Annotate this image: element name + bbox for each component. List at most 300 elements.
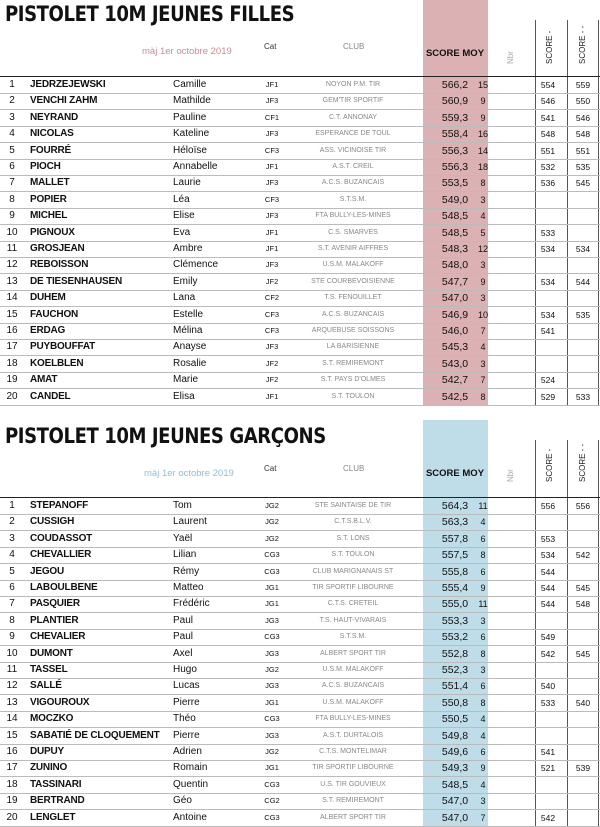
score-moy-cell: 548,5 <box>441 210 469 223</box>
table-row <box>0 126 600 142</box>
table-row <box>0 339 600 355</box>
last-name-cell: DUPUY <box>30 746 65 757</box>
first-name-cell: Marie <box>173 374 199 386</box>
club-cell: ALBERT SPORT TIR <box>320 649 386 657</box>
rank-cell: 4 <box>9 549 15 561</box>
score-1-cell: 529 <box>540 391 556 402</box>
score-moy-cell: 555,8 <box>441 565 469 578</box>
nbr-cell: 9 <box>480 583 486 593</box>
ranking-section-boys <box>0 418 600 826</box>
table-row <box>0 564 600 580</box>
table-row <box>0 257 600 273</box>
nbr-cell: 8 <box>480 391 486 402</box>
rank-cell: 13 <box>6 275 18 287</box>
table-row <box>0 93 600 109</box>
score-1-cell: 542 <box>540 812 556 823</box>
rank-cell: 10 <box>6 226 18 238</box>
first-name-cell: Paul <box>173 631 194 643</box>
score-moy-cell: 548,5 <box>441 778 469 791</box>
nbr-cell: 3 <box>480 796 486 807</box>
table-row <box>0 323 600 339</box>
category-cell: JG3 <box>265 730 279 740</box>
first-name-cell: Emily <box>173 275 198 287</box>
club-cell: U.S.M. MALAKOFF <box>322 666 384 673</box>
rank-cell: 10 <box>6 647 18 659</box>
club-cell: A.S.T. DURTALOIS <box>322 731 384 739</box>
rank-cell: 5 <box>9 565 15 577</box>
score-moy-cell: 547,7 <box>441 275 469 288</box>
last-name-cell: NICOLAS <box>30 128 74 140</box>
score-1-cell: 524 <box>540 375 556 386</box>
rank-cell: 17 <box>6 762 18 774</box>
first-name-cell: Mélina <box>173 325 203 336</box>
score-1-cell: 551 <box>540 145 556 156</box>
first-name-cell: Héloïse <box>173 144 207 156</box>
table-row <box>0 695 600 711</box>
first-name-cell: Lucas <box>173 680 200 692</box>
table-row <box>0 728 600 744</box>
last-name-cell: JEGOU <box>30 565 65 577</box>
club-cell: C.T.S. CRETEIL <box>327 600 379 608</box>
last-name-cell: GROSJEAN <box>30 243 85 254</box>
category-cell: JG2 <box>265 517 279 527</box>
last-name-cell: TASSEL <box>30 664 68 675</box>
category-cell: JF3 <box>265 129 279 139</box>
table-row <box>0 372 600 388</box>
score-2-cell: 545 <box>575 648 591 659</box>
nbr-cell: 6 <box>480 747 486 757</box>
table-row <box>0 389 600 405</box>
table-row <box>0 77 600 93</box>
table-row <box>0 208 600 224</box>
score-1-cell: 544 <box>540 566 556 577</box>
nbr-cell: 6 <box>480 632 486 643</box>
club-cell: C.T.S. MONTELIMAR <box>319 748 387 755</box>
category-cell: JG1 <box>265 583 279 592</box>
club-cell: ARQUEBUSE SOISSONS <box>311 327 395 334</box>
header-score-moy: SCORE MOY <box>425 468 485 479</box>
score-moy-cell: 549,0 <box>441 193 469 206</box>
score-moy-cell: 551,4 <box>441 680 469 693</box>
category-cell: CF1 <box>264 112 280 122</box>
score-1-cell: 540 <box>540 681 556 692</box>
nbr-cell: 3 <box>480 665 486 675</box>
last-name-cell: FOURRÉ <box>30 144 72 156</box>
first-name-cell: Pauline <box>173 111 207 123</box>
table-row <box>0 777 600 793</box>
first-name-cell: Léa <box>173 193 190 205</box>
club-cell: A.C.S. BUZANCAIS <box>321 179 385 187</box>
table-row <box>0 225 600 241</box>
score-1-cell: 556 <box>540 501 556 511</box>
score-moy-cell: 564,3 <box>441 500 469 512</box>
header-nbr: Nbr <box>506 51 515 64</box>
nbr-cell: 7 <box>480 326 486 336</box>
nbr-cell: 7 <box>480 375 486 386</box>
rank-cell: 4 <box>9 128 15 140</box>
club-cell: U.S. TIR GOUVIEUX <box>320 780 386 788</box>
rank-cell: 8 <box>9 193 15 205</box>
header-score-1: SCORE - <box>545 30 554 64</box>
score-moy-cell: 566,2 <box>441 79 469 91</box>
first-name-cell: Pierre <box>173 696 200 708</box>
rank-cell: 18 <box>6 357 18 369</box>
score-1-cell: 532 <box>540 162 556 172</box>
last-name-cell: DUMONT <box>30 647 73 659</box>
nbr-cell: 4 <box>480 342 486 353</box>
score-moy-cell: 547,0 <box>441 811 469 824</box>
score-1-cell: 546 <box>540 96 556 107</box>
rank-cell: 16 <box>6 746 18 757</box>
score-moy-cell: 557,5 <box>441 549 469 562</box>
score-moy-cell: 553,5 <box>441 177 469 190</box>
score-2-cell: 540 <box>575 697 591 708</box>
last-name-cell: ERDAG <box>30 325 66 336</box>
score-1-cell: 534 <box>540 550 556 561</box>
score-moy-cell: 549,8 <box>441 729 469 742</box>
first-name-cell: Hugo <box>173 664 197 675</box>
club-cell: A.C.S. BUZANCAIS <box>321 310 385 318</box>
nbr-cell: 7 <box>480 812 486 823</box>
nbr-cell: 6 <box>480 681 486 692</box>
score-moy-cell: 546,0 <box>441 325 469 337</box>
header-cat: Cat <box>264 42 277 51</box>
category-cell: JF1 <box>265 162 279 171</box>
last-name-cell: LENGLET <box>30 811 76 823</box>
score-1-cell: 553 <box>540 533 556 544</box>
table-row <box>0 175 600 191</box>
score-moy-cell: 547,0 <box>441 292 469 305</box>
nbr-cell: 5 <box>480 227 486 238</box>
last-name-cell: CHEVALIER <box>30 631 86 643</box>
score-moy-cell: 547,0 <box>441 795 469 808</box>
rank-cell: 14 <box>6 713 18 725</box>
first-name-cell: Elisa <box>173 390 195 402</box>
first-name-cell: Clémence <box>173 259 219 271</box>
nbr-cell: 11 <box>478 599 488 610</box>
table-row <box>0 514 600 530</box>
nbr-cell: 8 <box>480 648 486 659</box>
first-name-cell: Quentin <box>173 778 209 790</box>
first-name-cell: Théo <box>173 713 196 725</box>
rank-cell: 9 <box>9 210 15 222</box>
table-row <box>0 646 600 662</box>
first-name-cell: Yaël <box>173 532 193 544</box>
table-row <box>0 307 600 323</box>
rank-cell: 7 <box>9 598 15 610</box>
last-name-cell: PUYBOUFFAT <box>30 341 96 353</box>
category-cell: CF2 <box>264 293 280 303</box>
rank-cell: 3 <box>9 532 15 544</box>
score-1-cell: 541 <box>540 326 556 336</box>
category-cell: JF3 <box>265 342 279 352</box>
club-cell: T.S. HAUT-VIVARAIS <box>319 616 387 624</box>
category-cell: CG3 <box>264 714 280 724</box>
ranking-section-girls <box>0 0 600 410</box>
nbr-cell: 10 <box>477 309 488 320</box>
table-row <box>0 810 600 826</box>
last-name-cell: POPIER <box>30 193 67 205</box>
last-name-cell: MICHEL <box>30 210 68 222</box>
score-moy-cell: 553,2 <box>441 631 469 644</box>
category-cell: JG2 <box>265 665 279 674</box>
category-cell: CG3 <box>264 632 280 642</box>
nbr-cell: 6 <box>480 566 486 577</box>
score-1-cell: 534 <box>540 309 556 320</box>
nbr-cell: 4 <box>480 779 486 790</box>
table-row <box>0 613 600 629</box>
category-cell: JF1 <box>265 227 279 237</box>
club-cell: GEM'TIR SPORTIF <box>322 97 384 105</box>
table-row <box>0 711 600 727</box>
rank-cell: 6 <box>9 582 15 593</box>
score-2-cell: 556 <box>575 501 591 511</box>
last-name-cell: VIGOUROUX <box>30 696 90 708</box>
score-1-cell: 541 <box>540 747 556 757</box>
first-name-cell: Camille <box>173 79 207 90</box>
score-moy-cell: 552,3 <box>441 664 469 676</box>
category-cell: JF3 <box>265 178 279 188</box>
category-cell: JG3 <box>265 648 279 658</box>
score-moy-cell: 555,0 <box>441 598 469 611</box>
last-name-cell: DE TIESENHAUSEN <box>30 275 123 287</box>
table-row <box>0 290 600 306</box>
header-score-1: SCORE - <box>545 448 554 482</box>
last-name-cell: CANDEL <box>30 390 71 402</box>
score-moy-cell: 556,3 <box>441 144 469 157</box>
score-1-cell: 534 <box>540 244 556 254</box>
category-cell: JG3 <box>265 681 279 691</box>
table-row <box>0 159 600 175</box>
last-name-cell: AMAT <box>30 374 58 386</box>
score-2-cell: 542 <box>575 550 591 561</box>
table-row <box>0 547 600 563</box>
last-name-cell: PIOCH <box>30 161 61 172</box>
section-title: PISTOLET 10M JEUNES GARÇONS <box>5 424 326 448</box>
score-moy-cell: 552,8 <box>441 647 469 660</box>
nbr-cell: 14 <box>477 145 488 156</box>
header-nbr: Nbr <box>506 469 515 482</box>
table-row <box>0 110 600 126</box>
nbr-cell: 11 <box>478 501 488 511</box>
rank-cell: 15 <box>6 308 18 320</box>
table-row <box>0 192 600 208</box>
last-name-cell: LABOULBENE <box>30 582 98 593</box>
rank-cell: 12 <box>6 259 18 271</box>
rank-cell: 20 <box>6 390 18 402</box>
rank-cell: 13 <box>6 696 18 708</box>
score-1-cell: 544 <box>540 599 556 610</box>
club-cell: C.T.S.B.L.V. <box>334 518 372 526</box>
score-moy-cell: 542,5 <box>441 390 469 403</box>
rank-cell: 8 <box>9 614 15 626</box>
club-cell: C.S. SMARVES <box>328 228 378 236</box>
section-title: PISTOLET 10M JEUNES FILLES <box>5 2 295 26</box>
category-cell: JG2 <box>265 501 279 510</box>
rank-cell: 2 <box>9 95 15 107</box>
score-moy-cell: 553,3 <box>441 614 469 627</box>
rank-cell: 2 <box>9 516 15 528</box>
score-2-cell: 533 <box>575 391 591 402</box>
first-name-cell: Anayse <box>173 341 207 353</box>
first-name-cell: Pierre <box>173 729 200 741</box>
first-name-cell: Eva <box>173 226 191 238</box>
category-cell: CG3 <box>264 566 280 576</box>
rank-cell: 18 <box>6 778 18 790</box>
score-moy-cell: 548,5 <box>441 226 469 239</box>
nbr-cell: 4 <box>480 211 486 222</box>
rank-cell: 11 <box>6 243 18 254</box>
first-name-cell: Axel <box>173 647 193 659</box>
nbr-cell: 9 <box>480 112 486 123</box>
club-cell: S.T. AVENIR AIFFRES <box>317 245 389 252</box>
category-cell: JG2 <box>265 533 279 543</box>
category-cell: CG2 <box>264 796 280 806</box>
score-1-cell: 534 <box>540 276 556 287</box>
first-name-cell: Lilian <box>173 549 197 561</box>
last-name-cell: JEDRZEJEWSKI <box>30 79 106 90</box>
category-cell: CG3 <box>264 550 280 560</box>
last-name-cell: STEPANOFF <box>30 500 89 511</box>
nbr-cell: 3 <box>480 615 486 626</box>
nbr-cell: 12 <box>477 244 488 254</box>
club-cell: S.T. LONS <box>336 534 370 542</box>
rank-cell: 7 <box>9 177 15 189</box>
category-cell: JF3 <box>265 260 279 270</box>
first-name-cell: Tom <box>173 500 192 511</box>
header-score-2: SCORE - - <box>578 443 587 482</box>
table-row <box>0 241 600 257</box>
last-name-cell: TASSINARI <box>30 778 82 790</box>
score-moy-cell: 548,0 <box>441 259 469 272</box>
first-name-cell: Adrien <box>173 746 202 757</box>
score-2-cell: 548 <box>575 129 591 140</box>
club-cell: ESPERANCE DE TOUL <box>315 130 391 138</box>
category-cell: JF1 <box>265 244 279 253</box>
last-name-cell: PLANTIER <box>30 614 79 626</box>
club-cell: TIR SPORTIF LIBOURNE <box>312 764 394 772</box>
category-cell: JF1 <box>265 391 279 401</box>
category-cell: JF1 <box>265 80 279 89</box>
score-moy-cell: 550,5 <box>441 713 469 726</box>
club-cell: U.S.M. MALAKOFF <box>322 698 384 706</box>
first-name-cell: Laurent <box>173 516 207 528</box>
score-1-cell: 541 <box>540 112 556 123</box>
first-name-cell: Rémy <box>173 565 200 577</box>
first-name-cell: Géo <box>173 795 192 807</box>
first-name-cell: Kateline <box>173 128 210 140</box>
score-1-cell: 549 <box>540 632 556 643</box>
last-name-cell: NEYRAND <box>30 111 79 123</box>
score-1-cell: 548 <box>540 129 556 140</box>
last-name-cell: ZUNINO <box>30 762 68 774</box>
rank-cell: 15 <box>6 729 18 741</box>
last-name-cell: VENCHI ZAHM <box>30 95 98 107</box>
nbr-cell: 9 <box>480 276 486 287</box>
rank-cell: 17 <box>6 341 18 353</box>
score-moy-cell: 543,0 <box>441 357 469 370</box>
club-cell: U.S.M. MALAKOFF <box>322 261 384 269</box>
table-row <box>0 143 600 159</box>
category-cell: CG3 <box>264 812 280 822</box>
header-club: CLUB <box>343 42 365 51</box>
category-cell: JG1 <box>265 697 279 707</box>
nbr-cell: 3 <box>480 293 486 304</box>
nbr-cell: 3 <box>480 194 486 205</box>
club-cell: S.T. TOULON <box>331 392 375 400</box>
rank-cell: 6 <box>9 161 15 172</box>
score-2-cell: 545 <box>575 583 591 593</box>
table-row <box>0 744 600 760</box>
club-cell: A.S.T. CREIL <box>332 163 374 170</box>
category-cell: CF3 <box>264 145 280 155</box>
score-moy-cell: 549,3 <box>441 762 469 775</box>
table-row <box>0 629 600 645</box>
score-moy-cell: 548,3 <box>441 243 469 255</box>
rank-cell: 20 <box>6 811 18 823</box>
table-row <box>0 274 600 290</box>
score-1-cell: 533 <box>540 227 556 238</box>
score-moy-cell: 556,3 <box>441 161 469 173</box>
score-moy-cell: 542,7 <box>441 374 469 387</box>
first-name-cell: Mathilde <box>173 95 211 107</box>
last-name-cell: PIGNOUX <box>30 226 75 238</box>
last-name-cell: PASQUIER <box>30 598 80 610</box>
nbr-cell: 4 <box>480 730 486 741</box>
header-score-2: SCORE - - <box>578 25 587 64</box>
score-2-cell: 535 <box>575 309 591 320</box>
category-cell: JF2 <box>265 276 279 286</box>
first-name-cell: Ambre <box>173 243 203 254</box>
first-name-cell: Antoine <box>173 811 207 823</box>
score-2-cell: 535 <box>575 162 591 172</box>
first-name-cell: Lana <box>173 292 196 304</box>
score-1-cell: 521 <box>540 763 556 774</box>
rank-cell: 12 <box>6 680 18 692</box>
table-row <box>0 760 600 776</box>
category-cell: JG3 <box>265 615 279 625</box>
score-1-cell: 533 <box>540 697 556 708</box>
score-2-cell: 544 <box>575 276 591 287</box>
nbr-cell: 6 <box>480 533 486 544</box>
rank-cell: 14 <box>6 292 18 304</box>
table-row <box>0 531 600 547</box>
nbr-cell: 16 <box>477 129 488 140</box>
header-club: CLUB <box>343 464 365 473</box>
score-moy-cell: 549,6 <box>441 746 469 758</box>
last-name-cell: BERTRAND <box>30 795 85 807</box>
first-name-cell: Annabelle <box>173 161 218 172</box>
category-cell: JG1 <box>265 599 279 609</box>
rank-cell: 9 <box>9 631 15 643</box>
score-2-cell: 551 <box>575 145 591 156</box>
score-2-cell: 545 <box>575 178 591 189</box>
last-name-cell: CHEVALLIER <box>30 549 92 561</box>
last-name-cell: FAUCHON <box>30 308 79 320</box>
club-cell: S.T.S.M. <box>339 195 367 203</box>
first-name-cell: Elise <box>173 210 195 222</box>
club-cell: CLUB MARIGNANAIS ST <box>312 567 394 575</box>
score-1-cell: 544 <box>540 583 556 593</box>
first-name-cell: Rosalie <box>173 357 207 369</box>
club-cell: FTA BULLY-LES-MINES <box>315 715 391 723</box>
category-cell: CF3 <box>264 194 280 204</box>
score-moy-cell: 563,3 <box>441 516 469 529</box>
category-cell: CG3 <box>264 779 280 789</box>
score-moy-cell: 550,8 <box>441 696 469 709</box>
first-name-cell: Frédéric <box>173 598 210 610</box>
rank-cell: 1 <box>9 79 15 90</box>
